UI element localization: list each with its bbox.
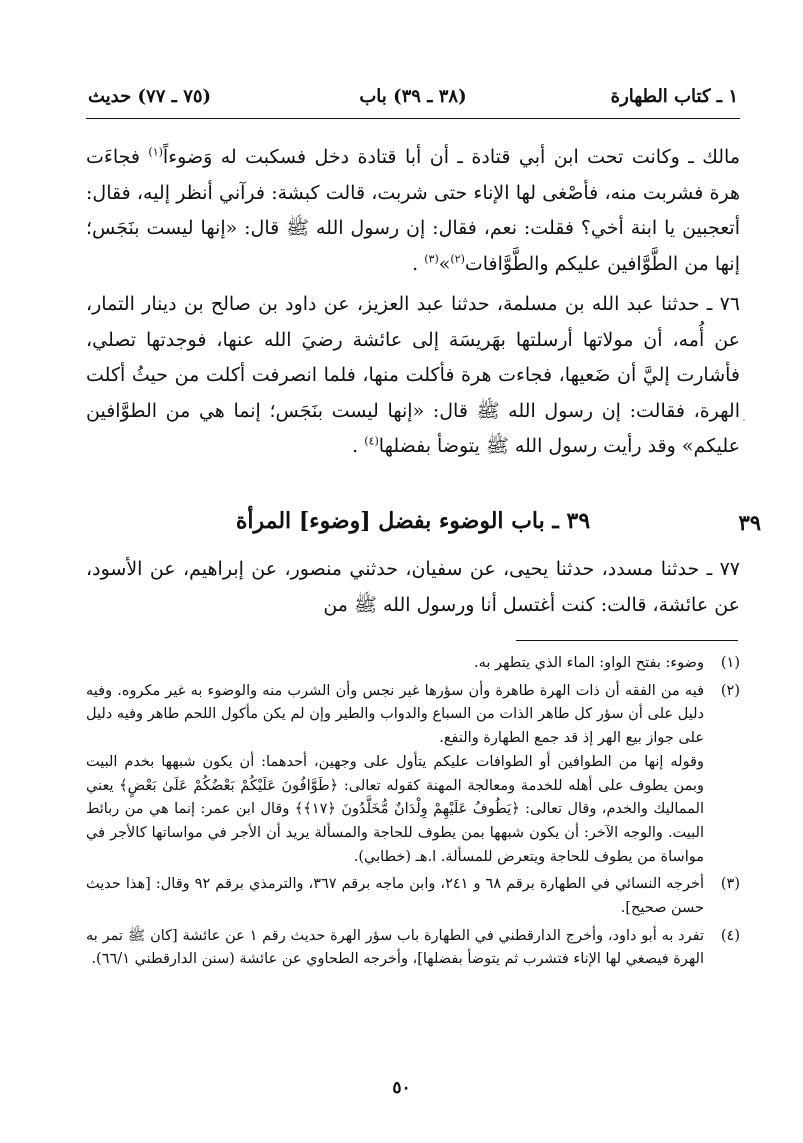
footnote-text: تفرد به أبو داود، وأخرج الدارقطني في الطهارة باب سؤر الهرة حديث رقم ١ عن عائشة [كان ﷺ تمر به الهرة فيصغي لها الإناء فتشرب ثم يتوضأ بفضلها]، وأخرجه الطحاوي عن عائشة (سنن الدارقطني ٦٦/١). bbox=[86, 927, 705, 968]
header-chapter-range: (٣٨ ـ ٣٩) باب bbox=[359, 86, 467, 107]
margin-mark: . bbox=[742, 410, 746, 424]
footnotes-section bbox=[86, 652, 740, 976]
hadith-75-continuation bbox=[86, 140, 740, 282]
footnote-text: وضوء: بفتح الواو: الماء الذي يتطهر به. bbox=[473, 655, 704, 671]
footnote-3 bbox=[86, 873, 740, 920]
footnote-1 bbox=[86, 652, 740, 676]
footnote-text: فيه من الفقه أن ذات الهرة طاهرة وأن سؤرها غير نجس وأن الشرب منه والوضوء به غير مكروه. وفيه دليل على أن سؤر كل طاهر الذات من السباع والدواب والطير وإن لم يكن مأكول اللحم طاهر وفيه دليل على جواز بيع الهر إذ قد جمع الطهارة والنفع. bbox=[86, 682, 704, 747]
footnote-divider bbox=[516, 640, 738, 641]
footnote-number: (٢) bbox=[720, 682, 740, 699]
paragraph-text: ٧٦ ـ حدثنا عبد الله بن مسلمة، حدثنا عبد العزيز، عن داود بن صالح بن دينار التمار، عن أُمه، أن مولاتها أرسلتها بهَريسَة إلى عائشة رضيَ الله عنها، فوجدتها تصلي، فأشارت إليَّ أن ضَعيها، فجاءت هرة فأكلت منها، فلما انصرفت أكلت من حيثُ أكلت الهرة، فقالت: إن رسول الله ﷺ قال: «إنها ليست بنَجَس؛ إنما هي من الطوَّافين عليكم» وقد رأيت رسول الله ﷺ يتوضأ بفضلها bbox=[86, 293, 740, 457]
section-margin-number: ٣٩ bbox=[738, 510, 761, 535]
header-hadith-range: (٧٥ ـ ٧٧) حديث bbox=[88, 86, 212, 107]
header-book-title: ١ ـ كتاب الطهارة bbox=[610, 86, 738, 107]
footnote-ref-4[interactable]: (٤) bbox=[364, 434, 379, 448]
footnote-ref-3[interactable]: (٣) bbox=[424, 252, 439, 266]
paragraph-text: » bbox=[438, 252, 451, 275]
footnote-text: أخرجه النسائي في الطهارة برقم ٦٨ و ٢٤١، وابن ماجه برقم ٣٦٧، والترمذي برقم ٩٢ وقال: [هذا حديث حسن صحيح]. bbox=[86, 876, 705, 917]
footnote-ref-1[interactable]: (١) bbox=[148, 145, 163, 159]
footnote-2 bbox=[86, 680, 740, 870]
header-divider bbox=[86, 118, 740, 119]
footnote-number: (١) bbox=[720, 655, 740, 671]
hadith-77 bbox=[86, 552, 740, 623]
section-heading: ٣٩ ـ باب الوضوء بفضل [وضوء] المرأة bbox=[235, 508, 591, 534]
page-number: ٥٠ bbox=[392, 1078, 411, 1098]
footnote-ref-2[interactable]: (٢) bbox=[450, 252, 465, 266]
paragraph-text: فجاءَت هرة فشربت منه، فأصْغى لها الإناء حتى شربت، قالت كبشة: فرآني أنظر إليه، فقال: أتعجبين يا ابنة أخي؟ فقلت: نعم، فقال: إن رسول الله ﷺ قال: «إنها ليست بنَجَس؛ إنها من الطَّوَّافين عليكم والطَّوَّافات bbox=[86, 146, 740, 275]
footnote-4 bbox=[86, 925, 740, 972]
footnote-number: (٤) bbox=[720, 927, 740, 944]
paragraph-text: ٧٧ ـ حدثنا مسدد، حدثنا يحيى، عن سفيان، حدثني منصور، عن إبراهيم، عن الأسود، عن عائشة، قالت: كنت أغتسل أنا ورسول الله ﷺ من bbox=[86, 558, 740, 616]
running-header bbox=[88, 86, 738, 112]
footnote-text-continued: وقوله إنها من الطوافين أو الطوافات عليكم يتأول على وجهين، أحدهما: أن يكون شبهها بخدم البيت وبمن يطوف على أهله للخدمة ومعالجة المهنة كقوله تعالى: ﴿طَوَّافُونَ عَلَيْكُمْ بَعْضُكُمْ عَلَىٰ بَعْضٍ﴾ يعني المماليك والخدم، وقال تعالى: ﴿يَطُوفُ عَلَيْهِمْ وِلْدَانٌ مُّخَلَّدُونَ ﴿١٧﴾﴾ وقال ابن عمر: إنما هي من ربائط البيت. والوجه الآخر: أن يكون شبهها بمن يطوف للحاجة والمسألة يريد أن الأجر في مواساتها كالأجر في مواساة من يطوف للحاجة ويتعرض للمسألة. ا.هـ (خطابي). bbox=[86, 753, 704, 865]
paragraph-text: . bbox=[412, 252, 425, 275]
footnote-number: (٣) bbox=[720, 876, 740, 893]
paragraph-text: مالك ـ وكانت تحت ابن أبي قتادة ـ أن أبا قتادة دخل فسكبت له وَضوءاً bbox=[162, 146, 740, 168]
paragraph-text: . bbox=[352, 435, 365, 457]
hadith-76 bbox=[86, 287, 740, 465]
